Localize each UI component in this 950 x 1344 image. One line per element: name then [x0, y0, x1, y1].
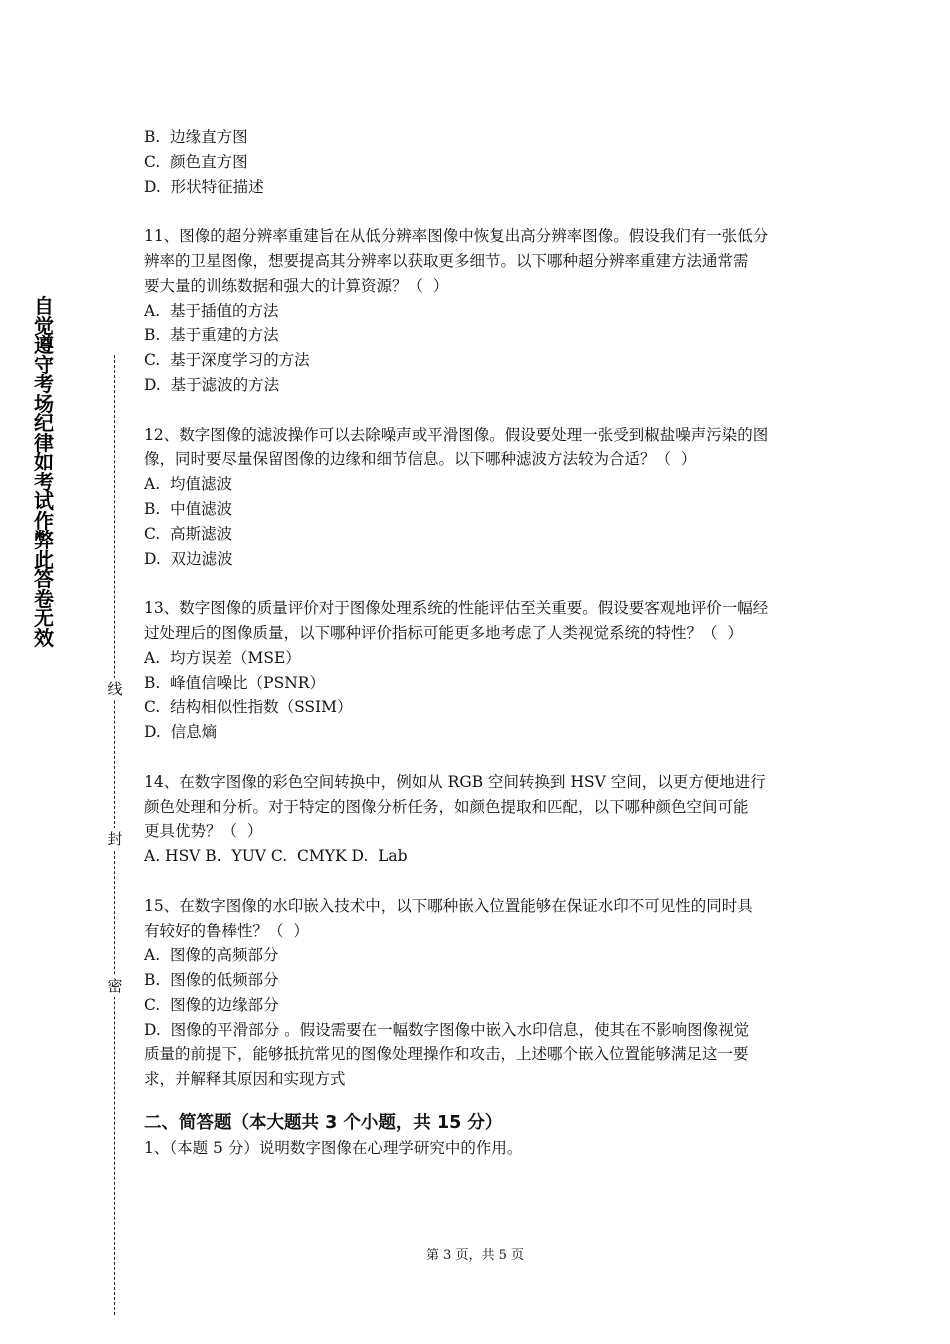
question-14-text-line: 更具优势？（ ） [144, 822, 263, 841]
question-14-text-line: 颜色处理和分析。对于特定的图像分析任务，如颜色提取和匹配，以下哪种颜色空间可能 [144, 797, 749, 816]
question-12-option-d: D. 双边滤波 [144, 549, 233, 568]
question-10-option-c: C. 颜色直方图 [144, 152, 248, 171]
question-11-text-line: 11、图像的超分辨率重建旨在从低分辨率图像中恢复出高分辨率图像。假设我们有一张低分 [144, 227, 769, 246]
exam-integrity-notice: 自觉遵守考场纪律如考试作弊此答卷无效 [34, 294, 54, 650]
short-answer-question-1: 1、（本题 5 分）说明数字图像在心理学研究中的作用。 [144, 1139, 523, 1158]
question-14-options-inline: A. HSV B. YUV C. CMYK D. Lab [144, 847, 408, 866]
question-15-option-d-line: 求，并解释其原因和实现方式 [144, 1070, 346, 1089]
question-13 [144, 596, 814, 745]
question-11-option-c: C. 基于深度学习的方法 [144, 351, 310, 370]
question-10-tail [144, 125, 814, 199]
question-15-option-d-line: D. 图像的平滑部分 。假设需要在一幅数字图像中嵌入水印信息，使其在不影响图像视觉 [144, 1020, 750, 1039]
exam-content [144, 125, 814, 1161]
binding-mark-seal: 封 [104, 828, 126, 850]
section-2-title: 二、简答题（本大题共 3 个小题，共 15 分） [144, 1113, 503, 1134]
question-15-option-b: B. 图像的低频部分 [144, 971, 279, 990]
question-15-text-line: 有较好的鲁棒性？（ ） [144, 921, 309, 940]
question-11-text-line: 辨率的卫星图像，想要提高其分辨率以获取更多细节。以下哪种超分辨率重建方法通常需 [144, 251, 749, 270]
question-15-option-a: A. 图像的高频部分 [144, 946, 279, 965]
question-12 [144, 423, 814, 572]
binding-mark-secret: 密 [104, 975, 126, 997]
question-10-option-b: B. 边缘直方图 [144, 128, 248, 146]
question-15-option-d-line: 质量的前提下，能够抵抗常见的图像处理操作和攻击，上述哪个嵌入位置能够满足这一要 [144, 1045, 749, 1064]
question-13-text-line: 13、数字图像的质量评价对于图像处理系统的性能评估至关重要。假设要客观地评价一幅经 [144, 599, 769, 618]
question-15 [144, 894, 814, 1092]
question-13-option-d: D. 信息熵 [144, 723, 218, 742]
page-number-footer: 第 3 页，共 5 页 [425, 1248, 525, 1263]
question-12-text-line: 像，同时要尽量保留图像的边缘和细节信息。以下哪种滤波方法较为合适？（ ） [144, 450, 697, 469]
question-15-option-c: C. 图像的边缘部分 [144, 995, 279, 1014]
question-14 [144, 770, 814, 869]
question-12-option-a: A. 均值滤波 [144, 475, 232, 494]
question-11-text-line: 要大量的训练数据和强大的计算资源？（ ） [144, 276, 449, 295]
question-10-option-d: D. 形状特征描述 [144, 177, 264, 196]
question-12-option-c: C. 高斯滤波 [144, 524, 233, 543]
question-13-option-a: A. 均方误差（MSE） [144, 648, 301, 667]
question-11-option-d: D. 基于滤波的方法 [144, 375, 280, 394]
question-12-text-line: 12、数字图像的滤波操作可以去除噪声或平滑图像。假设要处理一张受到椒盐噪声污染的图 [144, 425, 769, 444]
question-13-option-c: C. 结构相似性指数（SSIM） [144, 698, 353, 717]
question-13-text-line: 过处理后的图像质量，以下哪种评价指标可能更多地考虑了人类视觉系统的特性？（ ） [144, 623, 743, 642]
question-11-option-b: B. 基于重建的方法 [144, 326, 279, 345]
question-11 [144, 224, 814, 398]
binding-mark-line: 线 [104, 678, 126, 700]
question-13-option-b: B. 峰值信噪比（PSNR） [144, 673, 325, 692]
question-15-text-line: 15、在数字图像的水印嵌入技术中，以下哪种嵌入位置能够在保证水印不可见性的同时具 [144, 896, 753, 915]
question-12-option-b: B. 中值滤波 [144, 499, 233, 518]
question-14-text-line: 14、在数字图像的彩色空间转换中，例如从 RGB 空间转换到 HSV 空间，以更方便地进行 [144, 772, 766, 791]
question-11-option-a: A. 基于插值的方法 [144, 301, 279, 320]
